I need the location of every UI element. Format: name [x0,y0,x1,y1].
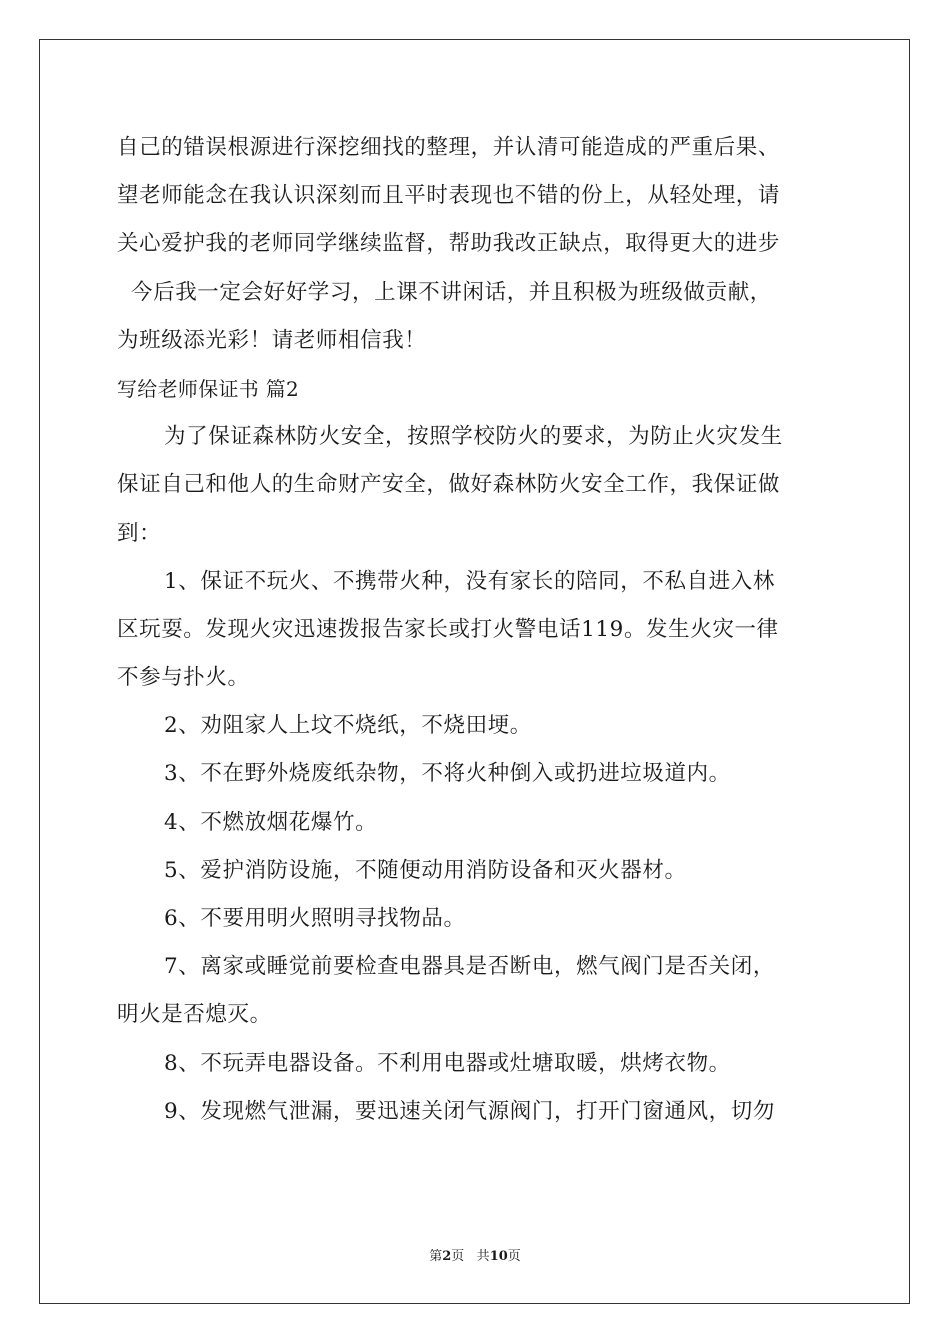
total-prefix: 共 [476,1249,490,1264]
text-line: 8、不玩弄电器设备。不利用电器或灶塘取暖，烘烤衣物。 [164,1050,731,1076]
text-line: 为班级添光彩！请老师相信我！ [117,327,427,353]
page-footer [0,1245,950,1264]
text-line: 3、不在野外烧废纸杂物，不将火种倒入或扔进垃圾道内。 [164,761,731,787]
text-line: 1、保证不玩火、不携带火种，没有家长的陪同，不私自进入林 [164,568,775,594]
text-line: 7、离家或睡觉前要检查电器具是否断电，燃气阀门是否关闭， [164,954,775,980]
text-line: 关心爱护我的老师同学继续监督，帮助我改正缺点，取得更大的进步 [117,231,781,257]
text-line: 保证自己和他人的生命财产安全，做好森林防火安全工作，我保证做 [117,472,781,498]
text-line: 今后我一定会好好学习，上课不讲闲话，并且积极为班级做贡献， [131,279,772,305]
text-line: 自己的错误根源进行深挖细找的整理，并认清可能造成的严重后果、 [117,135,781,160]
text-line: 区玩耍。发现火灾迅速拨报告家长或打火警电话119。发生火灾一律 [117,616,779,642]
text-line: 2、劝阻家人上坟不烧纸，不烧田埂。 [164,713,532,739]
text-line: 5、爱护消防设施，不随便动用消防设备和灭火器材。 [164,857,687,883]
text-line: 为了保证森林防火安全，按照学校防火的要求，为防止火灾发生 [164,424,783,450]
text-line: 不参与扑火。 [117,665,250,691]
text-line: 4、不燃放烟花爆竹。 [164,809,378,835]
page-current: 2 [442,1249,452,1264]
text-line: 明火是否熄灭。 [117,1002,272,1028]
section-heading: 写给老师保证书 篇2 [117,376,300,401]
text-line: 6、不要用明火照明寻找物品。 [164,906,466,931]
document-body [117,124,837,1136]
text-line: 望老师能念在我认识深刻而且平时表现也不错的份上，从轻处理，请 [117,183,781,209]
text-line: 9、发现燃气泄漏，要迅速关闭气源阀门，打开门窗通风，切勿 [164,1098,775,1124]
page-total: 10 [489,1249,508,1264]
page-suffix: 页 [451,1249,465,1264]
page-prefix: 第 [429,1249,443,1264]
text-line: 到： [117,520,162,546]
total-suffix: 页 [507,1249,521,1264]
